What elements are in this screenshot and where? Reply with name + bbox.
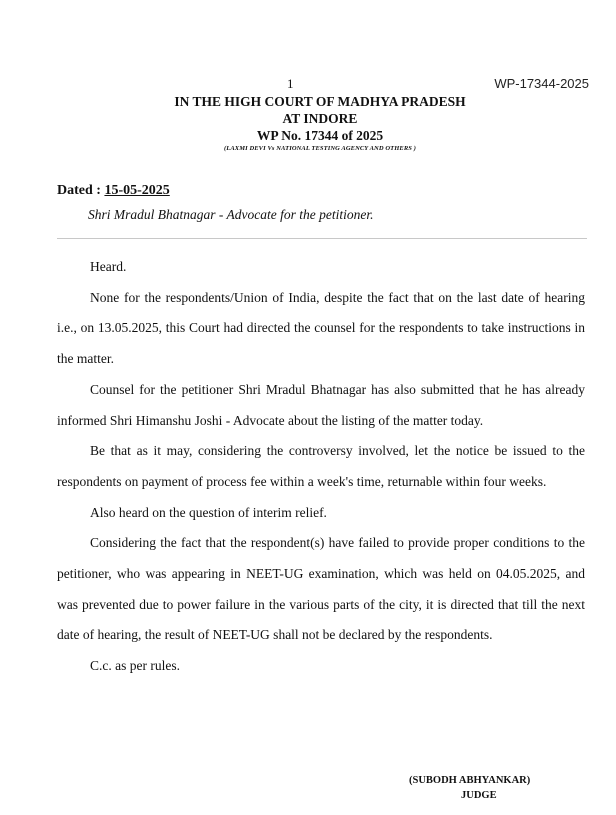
order-body bbox=[57, 252, 585, 682]
paragraph: Be that as it may, considering the controversy involved, let the notice be issued to the respondents on payment of process fee within a week's time, returnable within four weeks. bbox=[57, 443, 585, 489]
judge-name: (SUBODH ABHYANKAR) bbox=[409, 775, 531, 786]
case-reference: WP-17344-2025 bbox=[494, 76, 589, 91]
paragraph: Heard. bbox=[90, 259, 127, 274]
court-name: IN THE HIGH COURT OF MADHYA PRADESH bbox=[174, 94, 466, 109]
petition-number: WP No. 17344 of 2025 bbox=[256, 128, 384, 143]
counsel-appearance: Shri Mradul Bhatnagar - Advocate for the petitioner. bbox=[88, 207, 374, 222]
paragraph: Considering the fact that the respondent(s) have failed to provide proper conditions to the petitioner, who was appearing in NEET-UG examination, which was held on 04.05.2025, and was prevented due to power failure in the various parts of the city, it is directed that till the next date of hearing, the result of NEET-UG shall not be declared by the respondents. bbox=[57, 535, 585, 643]
paragraph: C.c. as per rules. bbox=[90, 658, 180, 674]
dated-value: 15-05-2025 bbox=[104, 183, 170, 198]
paragraph: None for the respondents/Union of India, despite the fact that on the last date of hearing i.e., on 13.05.2025, this Court had directed the counsel for the respondents to take instructions in the matter. bbox=[57, 289, 585, 367]
paragraph: Also heard on the question of interim relief. bbox=[90, 504, 327, 520]
parties-caption: (LAXMI DEVI Vs NATIONAL TESTING AGENCY AND OTHERS ) bbox=[224, 145, 416, 152]
paragraph: Counsel for the petitioner Shri Mradul Bhatnagar has also submitted that he has already informed Shri Himanshu Joshi - Advocate about the listing of the matter today. bbox=[57, 381, 585, 428]
court-header bbox=[0, 93, 616, 154]
page-number: 1 bbox=[287, 76, 294, 91]
court-bench: AT INDORE bbox=[282, 111, 358, 126]
dated-label: Dated : bbox=[57, 183, 101, 198]
order-date bbox=[57, 183, 170, 199]
divider bbox=[57, 238, 587, 239]
judge-title: JUDGE bbox=[461, 790, 497, 801]
